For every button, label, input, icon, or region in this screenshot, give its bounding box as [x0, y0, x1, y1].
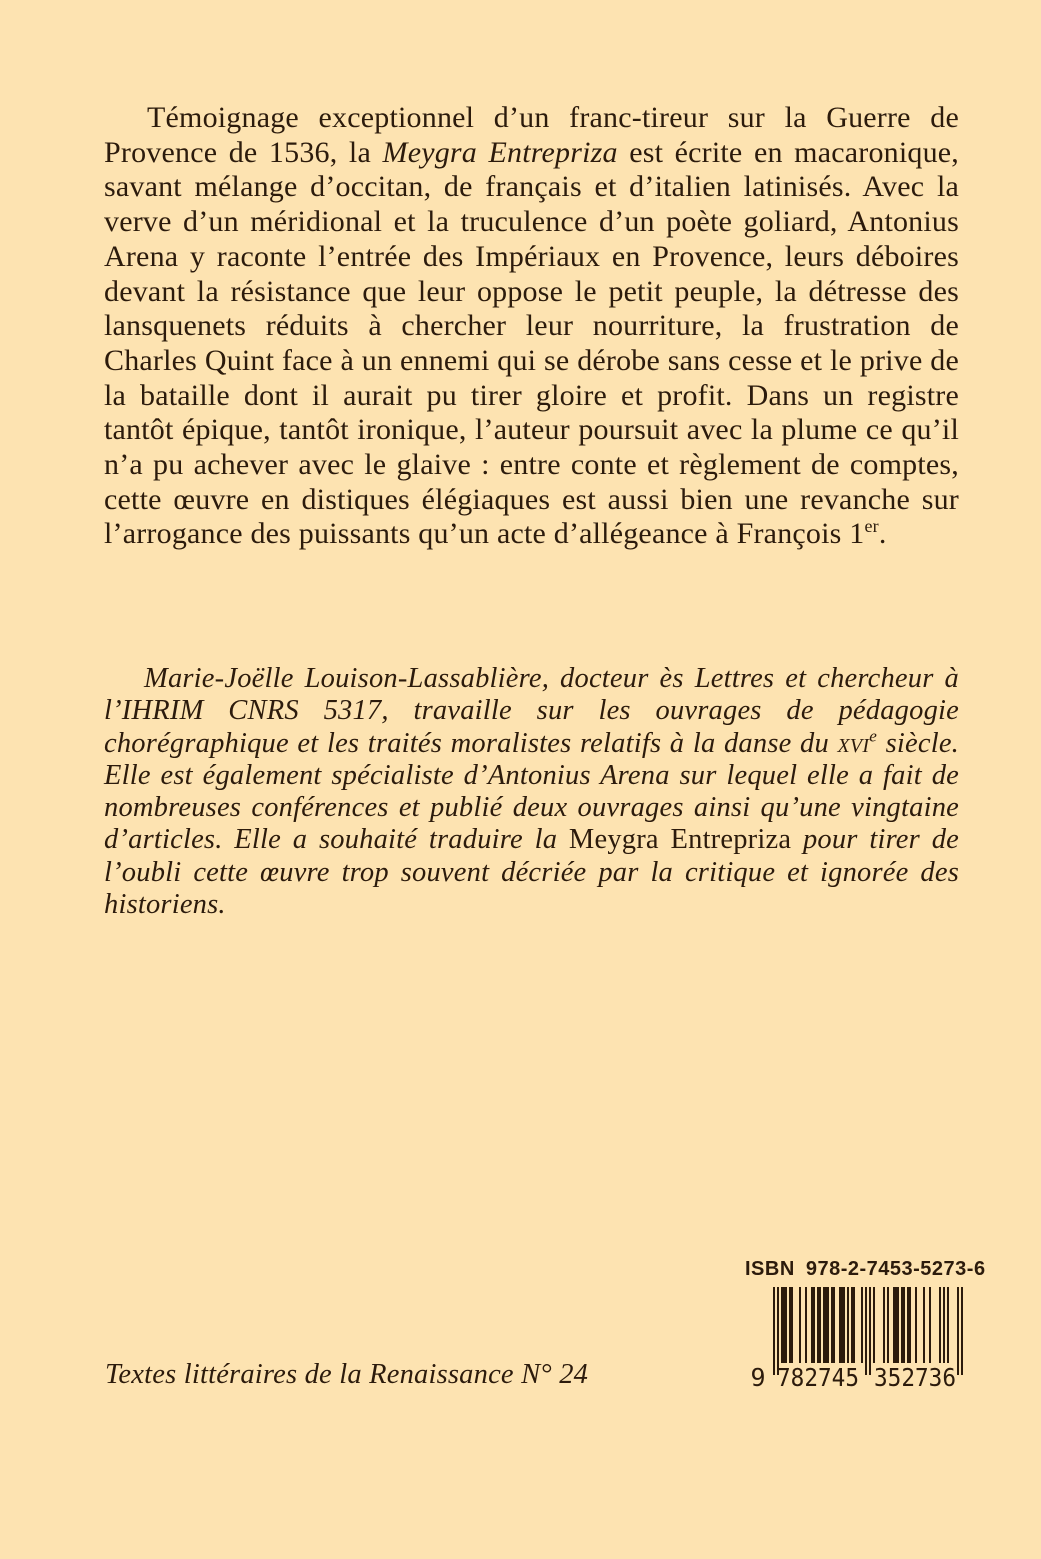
- century-smallcaps: xvi: [837, 727, 870, 759]
- bio-text-1: Marie-Joëlle Louison-Lassablière, docteur ès Lettres et chercheur à l’IHRIM CNRS 5317, travaille sur les ouvrages de pédagogie chorégraphique et les traités moralistes relatifs à la danse du: [104, 663, 959, 759]
- book-title-roman: Meygra Entrepriza: [568, 824, 792, 856]
- svg-text:782745: 782745: [777, 1363, 859, 1391]
- blurb-paragraph: [104, 101, 959, 552]
- bio-text-2: siècle. Elle est également spécialiste d’Antonius Arena sur lequel elle a fait de nombreuses conférences et publié deux ouvrages ainsi qu’une vingtaine d’articles. Elle a souhaité traduire la: [104, 727, 959, 856]
- svg-text:9: 9: [750, 1363, 766, 1391]
- book-title-italic: Meygra Entrepriza: [382, 135, 618, 169]
- isbn-label: ISBN 978-2-7453-5273-6: [745, 1258, 986, 1280]
- francois-ordinal-suffix: er: [864, 516, 879, 537]
- ean13-barcode-icon: [747, 1285, 965, 1391]
- blurb-text-2: est écrite en macaronique, savant mélange d’occitan, de français et d’italien latinisés. Avec la verve d’un méridional et la truculence d’un poète goliard, Antonius Arena y raconte l’entrée des Impériaux en Provence, leurs déboires devant la résistance que leur oppose le petit peuple, la détresse des lansquenets réduits à chercher leur nourriture, la frustration de Charles Quint face à un ennemi qui se dérobe sans cesse et le prive de la bataille dont il aurait pu tirer gloire et profit. Dans un registre tantôt épique, tantôt ironique, l’auteur poursuit avec la plume ce qu’il n’a pu achever avec le glaive : entre conte et règlement de comptes, cette œuvre en distiques élégiaques est aussi bien une revanche sur l’arrogance des puissants qu’un acte d’allégeance à François 1: [104, 135, 959, 551]
- collection-title: Textes littéraires de la Renaissance N° 24: [105, 1359, 589, 1390]
- svg-text:352736: 352736: [874, 1363, 956, 1391]
- bio-text-3: pour tirer de l’oubli cette œuvre trop souvent décriée par la critique et ignorée des historiens.: [104, 824, 959, 921]
- blurb-text-3: .: [878, 517, 887, 551]
- isbn-block: [745, 1258, 986, 1391]
- century-ordinal-suffix: e: [869, 726, 878, 746]
- author-bio-paragraph: [104, 663, 959, 921]
- blurb-text-1: Témoignage exceptionnel d’un franc-tireur sur la Guerre de Provence de 1536, la: [104, 101, 959, 169]
